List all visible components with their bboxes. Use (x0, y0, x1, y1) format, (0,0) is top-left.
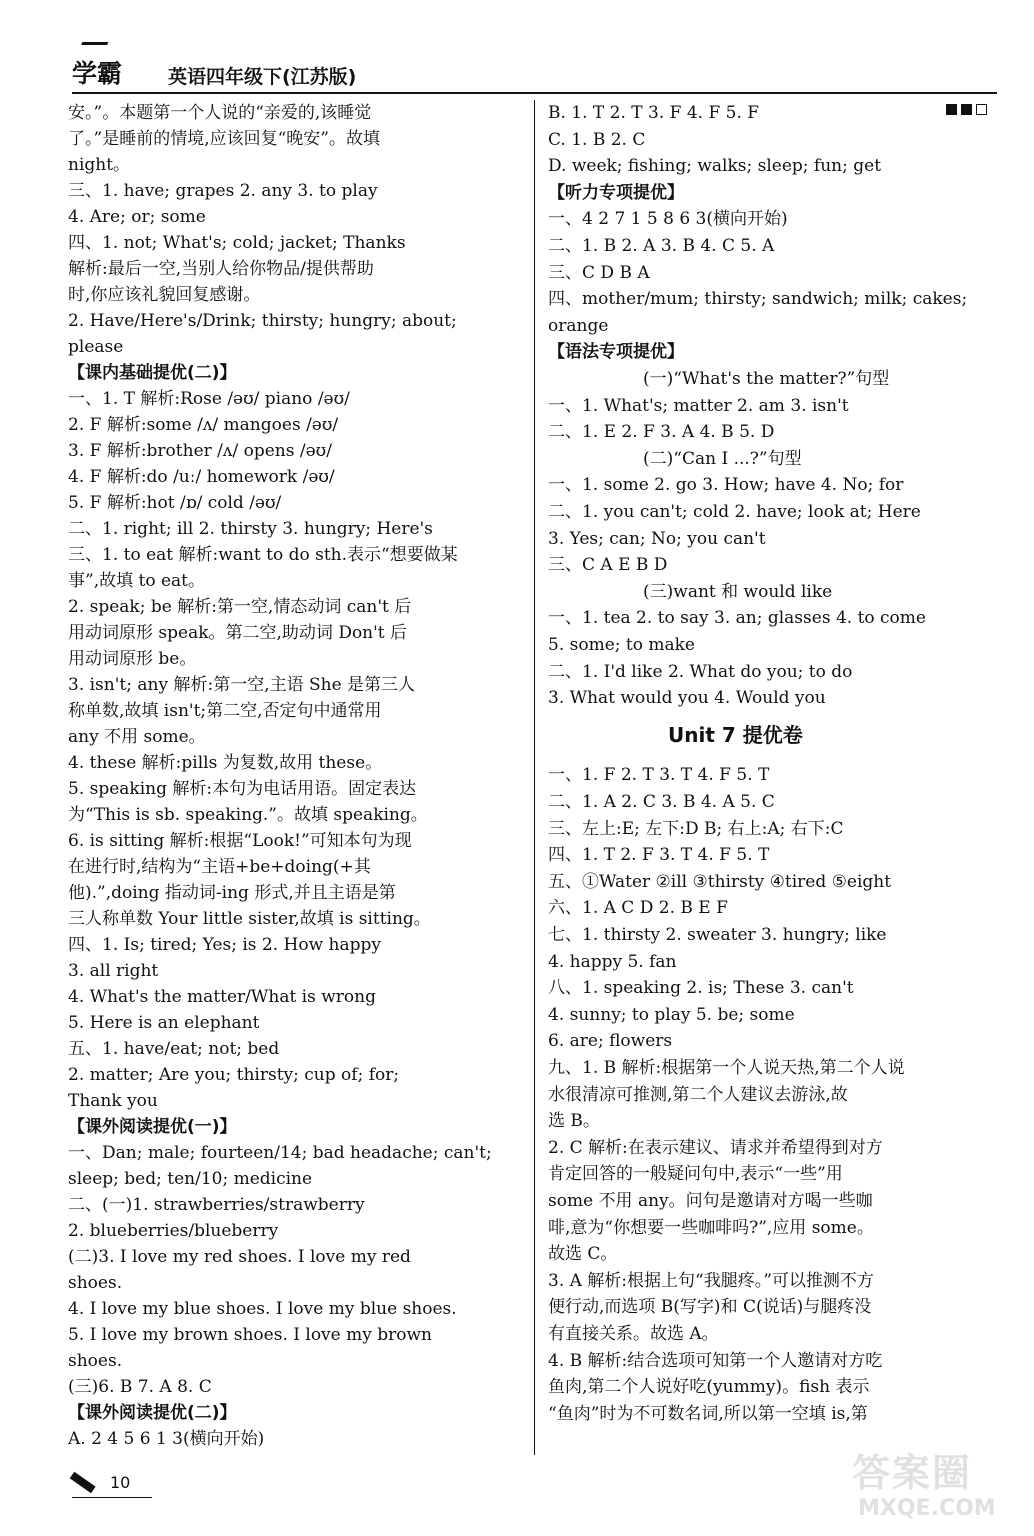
answer-line: 有直接关系。故选 A。 (548, 1324, 719, 1344)
answer-line: 4. B 解析:结合选项可知第一个人邀请对方吃 (548, 1350, 883, 1371)
answer-line: 3. What would you 4. Would you (548, 688, 826, 709)
unit-title: Unit 7 提优卷 (668, 722, 803, 747)
answer-line: 3. Yes; can; No; you can't (548, 528, 766, 549)
answer-line: 安。”。本题第一个人说的“亲爱的,该睡觉 (68, 103, 372, 123)
header-rule (72, 92, 997, 94)
answer-line: 了。”是睡前的情境,应该回复“晚安”。故填 (68, 129, 380, 149)
answer-line: “鱼肉”时为不可数名词,所以第一空填 is,第 (548, 1403, 868, 1424)
answer-line: 时,你应该礼貌回复感谢。 (68, 285, 261, 305)
answer-line: 三人称单数 Your little sister,故填 is sitting。 (68, 909, 431, 929)
answer-line: 啡,意为“你想要一些咖啡吗?”,应用 some。 (548, 1217, 874, 1238)
answer-line: 解析:最后一空,当别人给你物品/提供帮助 (68, 259, 374, 279)
answer-line: (二)3. I love my red shoes. I love my red (68, 1247, 411, 1267)
answer-line: 用动词原形 speak。第二空,助动词 Don't 后 (68, 623, 408, 643)
answer-line: 2. C 解析:在表示建议、请求并希望得到对方 (548, 1137, 883, 1158)
answer-line: 3. all right (68, 961, 159, 981)
answer-line: 一、1. tea 2. to say 3. an; glasses 4. to come (548, 608, 926, 629)
answer-line: 二、1. E 2. F 3. A 4. B 5. D (548, 422, 775, 443)
answer-line: 二、1. B 2. A 3. B 4. C 5. A (548, 236, 775, 256)
section-heading: 【课外阅读提优(一)】 (68, 1117, 237, 1137)
answer-line: 4. sunny; to play 5. be; some (548, 1004, 795, 1025)
answer-line: orange (548, 315, 609, 336)
answer-line: 九、1. B 解析:根据第一个人说天热,第二个人说 (548, 1058, 905, 1078)
answer-line: some 不用 any。问句是邀请对方喝一些咖 (548, 1191, 873, 1211)
answer-line: 4. What's the matter/What is wrong (68, 987, 376, 1007)
answer-line: 四、mother/mum; thirsty; sandwich; milk; cakes; (548, 289, 968, 310)
section-heading: 【听力专项提优】 (548, 182, 684, 203)
answer-line: shoes. (68, 1273, 123, 1293)
watermark-text: 答案圈 (852, 1451, 973, 1495)
answer-line: 3. isn't; any 解析:第一空,主语 She 是第三人 (68, 675, 416, 695)
answer-line: 五、①Water ②ill ③thirsty ④tired ⑤eight (548, 871, 892, 892)
answer-line: 一、Dan; male; fourteen/14; bad headache; can't; (68, 1143, 492, 1163)
answer-line: 一、1. F 2. T 3. T 4. F 5. T (548, 765, 770, 786)
answer-line: 2. Have/Here's/Drink; thirsty; hungry; about; (68, 311, 457, 331)
answer-line: 三、C A E B D (548, 555, 668, 576)
answer-line: 5. I love my brown shoes. I love my brown (68, 1325, 432, 1345)
answer-line: B. 1. T 2. T 3. F 4. F 5. F (548, 103, 760, 123)
page-footer (72, 1465, 152, 1505)
header-square-outline-icon (976, 104, 987, 115)
footer-rule (72, 1497, 152, 1498)
answer-line: 他).”,doing 指动词-ing 形式,并且主语是第 (68, 883, 396, 903)
answer-line: any 不用 some。 (68, 727, 206, 747)
answer-line: 四、1. Is; tired; Yes; is 2. How happy (68, 935, 381, 955)
answer-line: 2. F 解析:some /ʌ/ mangoes /əʊ/ (68, 415, 339, 435)
answer-line: 一、1. What's; matter 2. am 3. isn't (548, 395, 849, 416)
watermark-url: MXQE.COM (858, 1496, 996, 1521)
answer-line: (一)“What's the matter?”句型 (643, 369, 890, 389)
answer-line: 4. I love my blue shoes. I love my blue shoes. (68, 1299, 457, 1319)
header-square-icon (961, 104, 972, 115)
answer-line: 五、1. have/eat; not; bed (68, 1039, 280, 1059)
answer-line: 4. happy 5. fan (548, 951, 677, 972)
answer-line: 2. blueberries/blueberry (68, 1221, 279, 1241)
answer-line: 5. F 解析:hot /ɒ/ cold /əʊ/ (68, 493, 282, 513)
answer-line: 二、1. right; ill 2. thirsty 3. hungry; Here's (68, 519, 433, 539)
answer-line: night。 (68, 155, 131, 175)
answer-line: (二)“Can I ...?”句型 (643, 448, 802, 469)
answer-line: 水很清凉可推测,第二个人建议去游泳,故 (548, 1084, 848, 1105)
page-number: 10 (110, 1473, 131, 1492)
section-heading: 【语法专项提优】 (548, 342, 684, 363)
answer-line: 事”,故填 to eat。 (68, 571, 205, 591)
answer-line: 3. F 解析:brother /ʌ/ opens /əʊ/ (68, 441, 332, 461)
answer-line: 三、1. have; grapes 2. any 3. to play (68, 181, 378, 201)
answer-line: 5. some; to make (548, 635, 695, 655)
answer-line: 七、1. thirsty 2. sweater 3. hungry; like (548, 925, 887, 945)
answer-line: 一、1. some 2. go 3. How; have 4. No; for (548, 475, 904, 496)
answer-line: 4. these 解析:pills 为复数,故用 these。 (68, 753, 383, 773)
answer-line: sleep; bed; ten/10; medicine (68, 1169, 313, 1189)
answer-line: 二、1. I'd like 2. What do you; to do (548, 661, 853, 682)
answer-line: 在进行时,结构为“主语+be+doing(+其 (68, 857, 371, 877)
answer-line: 二、(一)1. strawberries/strawberry (68, 1195, 365, 1215)
answer-line: 便行动,而选项 B(写字)和 C(说话)与腿疼没 (548, 1297, 872, 1318)
answer-line: 称单数,故填 isn't;第二空,否定句中通常用 (68, 701, 382, 721)
answer-line: D. week; fishing; walks; sleep; fun; get (548, 156, 882, 177)
answer-line: Thank you (68, 1091, 158, 1111)
section-heading: 【课内基础提优(二)】 (68, 363, 237, 383)
page-header (72, 50, 997, 94)
answer-line: 为“This is sb. speaking.”。故填 speaking。 (68, 805, 428, 825)
answer-line: 用动词原形 be。 (68, 649, 197, 669)
answer-line: 八、1. speaking 2. is; These 3. can't (548, 978, 854, 999)
answer-line: 二、1. A 2. C 3. B 4. A 5. C (548, 792, 775, 812)
answer-line: 4. Are; or; some (68, 207, 206, 227)
answer-line: (三)want 和 would like (643, 581, 833, 602)
section-heading: 【课外阅读提优(二)】 (68, 1403, 237, 1423)
answer-line: please (68, 337, 124, 357)
book-title: 英语四年级下(江苏版) (168, 66, 357, 88)
answer-line: 5. speaking 解析:本句为电话用语。固定表达 (68, 779, 417, 799)
answer-line: 3. A 解析:根据上句“我腿疼。”可以推测不方 (548, 1270, 874, 1291)
answer-line: 四、1. T 2. F 3. T 4. F 5. T (548, 845, 770, 866)
answer-line: shoes. (68, 1351, 123, 1371)
answer-line: 一、1. T 解析:Rose /əʊ/ piano /əʊ/ (68, 389, 350, 409)
answer-line: C. 1. B 2. C (548, 129, 646, 150)
answer-line: (三)6. B 7. A 8. C (68, 1377, 212, 1397)
answer-line: A. 2 4 5 6 1 3(横向开始) (68, 1429, 265, 1449)
answer-line: 三、左上:E; 左下:D B; 右上:A; 右下:C (548, 818, 844, 839)
answer-line: 一、4 2 7 1 5 8 6 3(横向开始) (548, 209, 788, 230)
answer-line: 5. Here is an elephant (68, 1013, 260, 1033)
answer-line: 4. F 解析:do /uː/ homework /əʊ/ (68, 467, 335, 487)
answer-line: 2. matter; Are you; thirsty; cup of; for; (68, 1065, 400, 1085)
answer-line: 鱼肉,第二个人说好吃(yummy)。fish 表示 (548, 1377, 870, 1398)
brand-logo: 学霸 (72, 59, 123, 88)
watermark (852, 1440, 1012, 1530)
answer-line: 2. speak; be 解析:第一空,情态动词 can't 后 (68, 597, 412, 617)
answer-line: 6. are; flowers (548, 1031, 673, 1052)
pencil-icon (70, 1472, 96, 1493)
answer-line: 选 B。 (548, 1111, 600, 1132)
answer-line: 三、C D B A (548, 262, 650, 283)
answer-line: 四、1. not; What's; cold; jacket; Thanks (68, 233, 406, 253)
answer-line: 三、1. to eat 解析:want to do sth.表示“想要做某 (68, 545, 458, 565)
answer-line: 六、1. A C D 2. B E F (548, 898, 728, 919)
answer-line: 6. is sitting 解析:根据“Look!”可知本句为现 (68, 831, 412, 851)
answer-line: 肯定回答的一般疑问句中,表示“一些”用 (548, 1164, 843, 1185)
column-divider (534, 100, 535, 1455)
header-square-icon (946, 104, 957, 115)
answer-line: 故选 C。 (548, 1244, 618, 1265)
answer-line: 二、1. you can't; cold 2. have; look at; Here (548, 502, 921, 522)
